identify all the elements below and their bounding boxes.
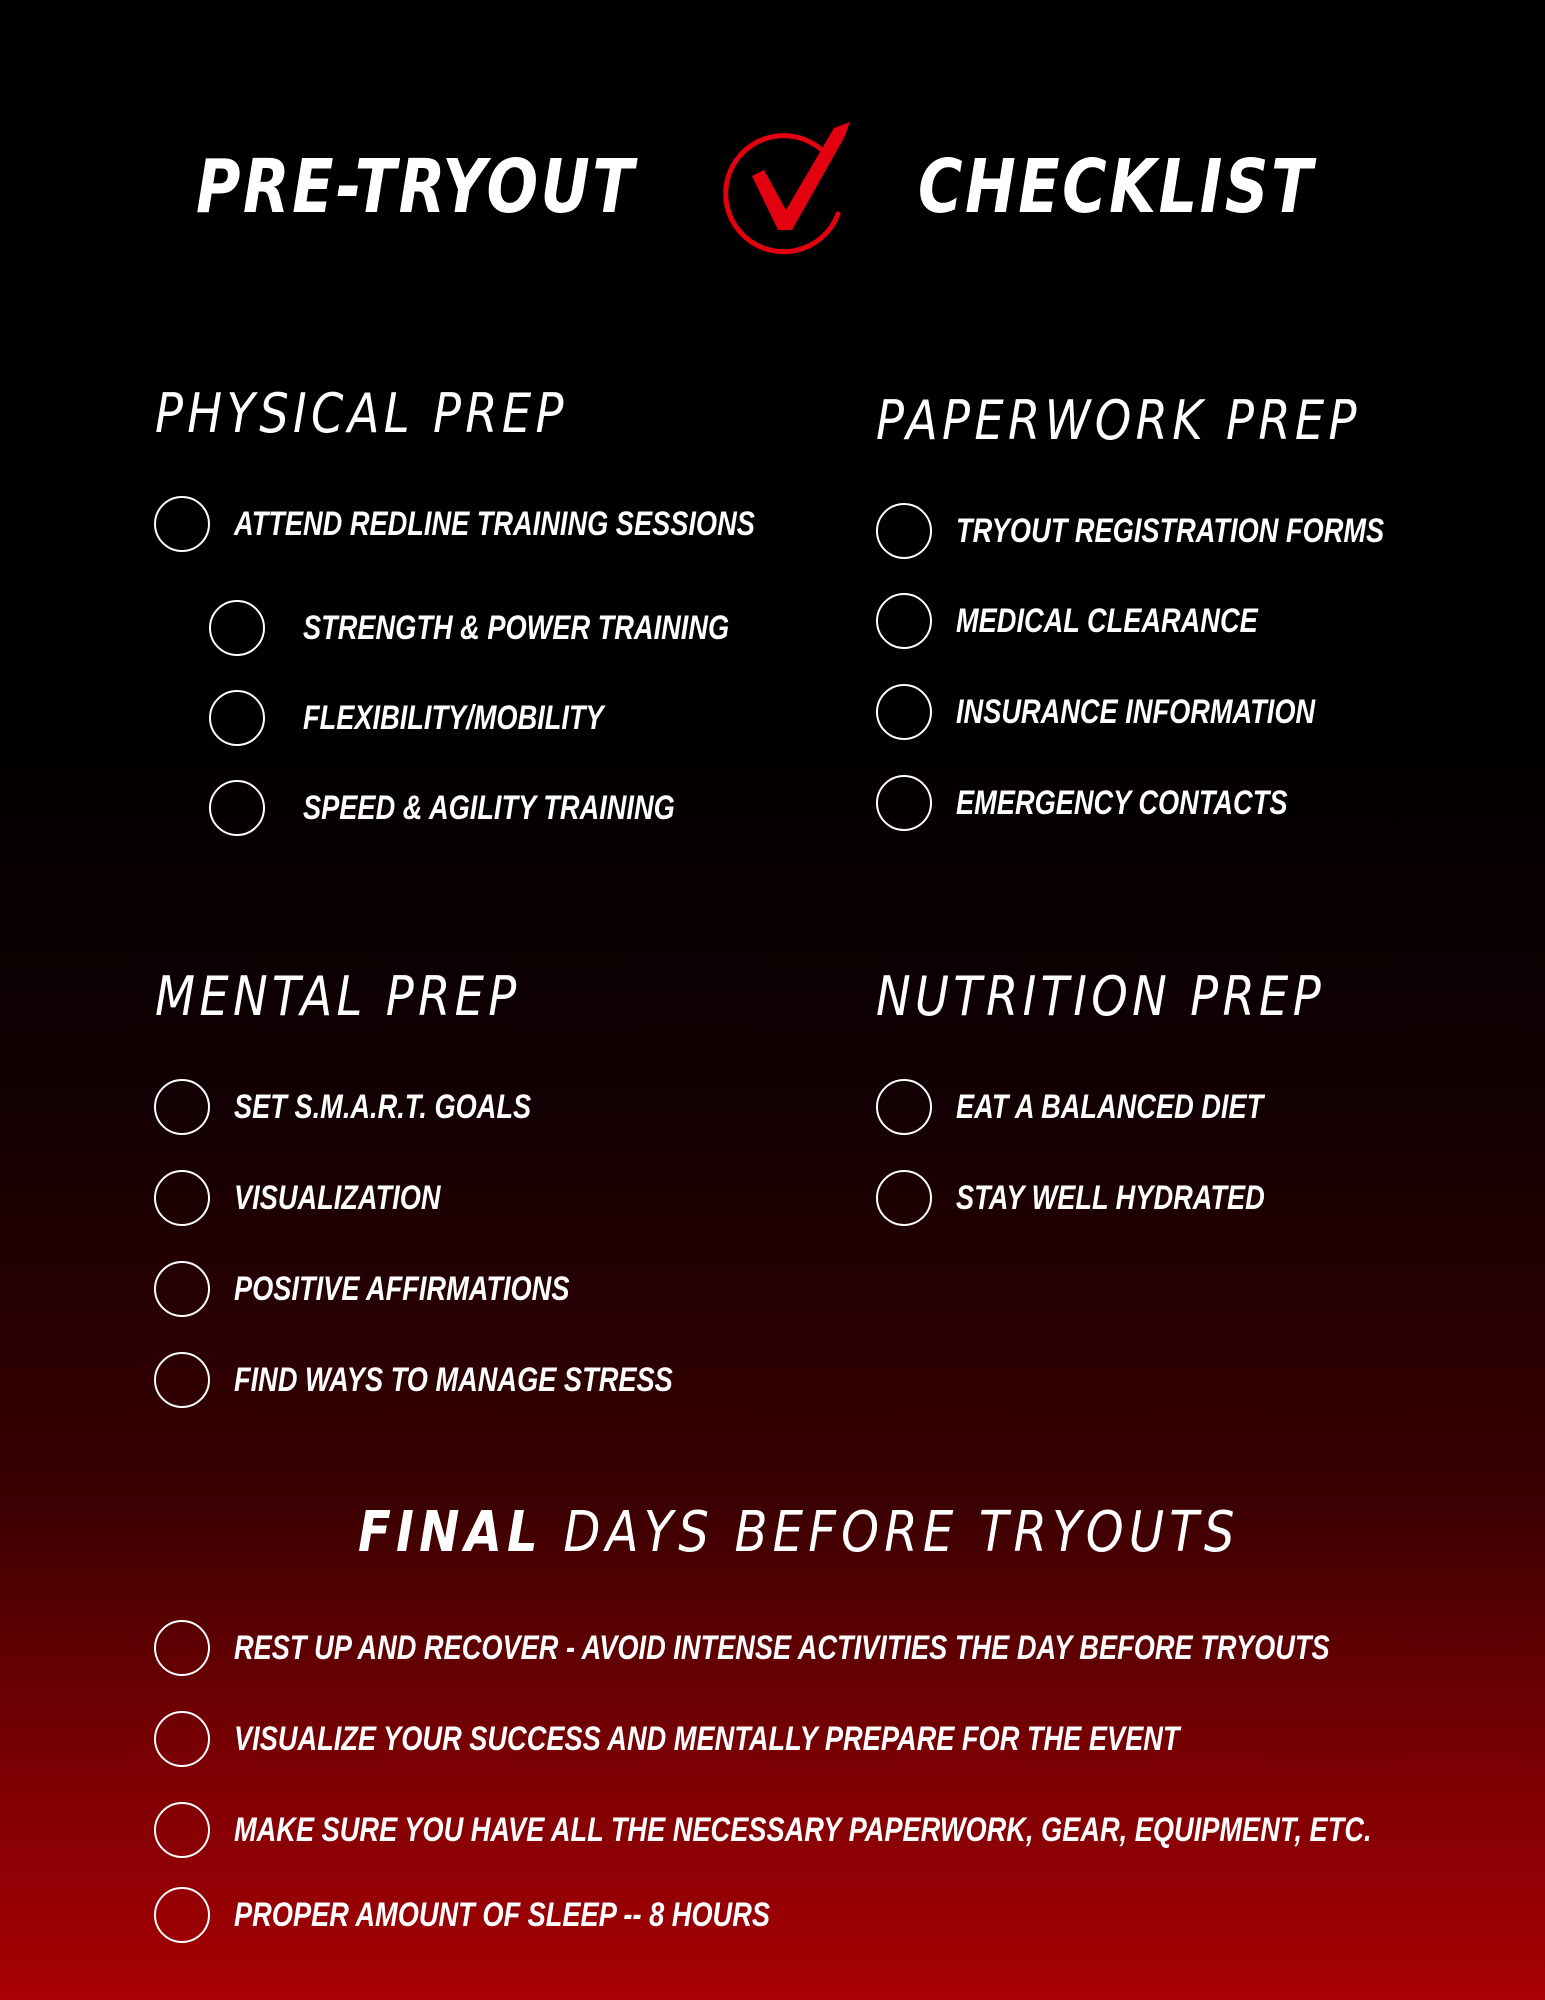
title-checklist: CHECKLIST (918, 144, 1315, 230)
checkbox[interactable] (154, 1887, 210, 1943)
checklist-item-label: INSURANCE INFORMATION (956, 693, 1316, 731)
checklist-item-label: EMERGENCY CONTACTS (956, 784, 1288, 822)
checkbox[interactable] (876, 1170, 932, 1226)
check-circle-icon (712, 118, 862, 256)
checkbox[interactable] (154, 1620, 210, 1676)
checklist-item-label: SPEED & AGILITY TRAINING (303, 789, 675, 827)
final-heading-bold: FINAL (358, 1500, 543, 1565)
checklist-item-label: TRYOUT REGISTRATION FORMS (956, 512, 1385, 550)
checkbox[interactable] (876, 503, 932, 559)
checklist-item-label: EAT A BALANCED DIET (956, 1088, 1264, 1126)
checkbox[interactable] (154, 496, 210, 552)
paperwork-prep-heading: PAPERWORK PREP (876, 389, 1361, 452)
checklist-item-label: POSITIVE AFFIRMATIONS (234, 1270, 570, 1308)
checklist-item-label: FIND WAYS TO MANAGE STRESS (234, 1361, 673, 1399)
checkbox[interactable] (209, 690, 265, 746)
title-pre-tryout: PRE-TRYOUT (196, 144, 637, 230)
checkbox[interactable] (876, 775, 932, 831)
checkbox[interactable] (209, 600, 265, 656)
checkbox[interactable] (876, 684, 932, 740)
checkbox[interactable] (154, 1802, 210, 1858)
mental-prep-heading: MENTAL PREP (155, 965, 521, 1028)
checkbox[interactable] (154, 1711, 210, 1767)
nutrition-prep-heading: NUTRITION PREP (876, 965, 1326, 1028)
checkbox[interactable] (154, 1079, 210, 1135)
final-heading-rest: DAYS BEFORE TRYOUTS (542, 1500, 1240, 1565)
checklist-item-label: FLEXIBILITY/MOBILITY (303, 699, 604, 737)
checklist-item-label: REST UP AND RECOVER - AVOID INTENSE ACTIVITIES THE DAY BEFORE TRYOUTS (234, 1629, 1330, 1667)
checkbox[interactable] (154, 1170, 210, 1226)
checklist-item-label: MAKE SURE YOU HAVE ALL THE NECESSARY PAPERWORK, GEAR, EQUIPMENT, ETC. (234, 1811, 1372, 1849)
final-days-heading (358, 1500, 1240, 1565)
checkbox[interactable] (876, 593, 932, 649)
checklist-item-label: MEDICAL CLEARANCE (956, 602, 1258, 640)
checklist-item-label: ATTEND REDLINE TRAINING SESSIONS (234, 505, 755, 543)
checklist-item-label: PROPER AMOUNT OF SLEEP -- 8 HOURS (234, 1896, 770, 1934)
physical-prep-heading: PHYSICAL PREP (155, 382, 568, 445)
checkbox[interactable] (154, 1352, 210, 1408)
checklist-item-label: VISUALIZE YOUR SUCCESS AND MENTALLY PREPARE FOR THE EVENT (234, 1720, 1180, 1758)
checklist-item-label: STAY WELL HYDRATED (956, 1179, 1265, 1217)
checkbox[interactable] (154, 1261, 210, 1317)
checkbox[interactable] (209, 780, 265, 836)
checklist-item-label: SET S.M.A.R.T. GOALS (234, 1088, 532, 1126)
checkbox[interactable] (876, 1079, 932, 1135)
checklist-item-label: VISUALIZATION (234, 1179, 441, 1217)
checklist-item-label: STRENGTH & POWER TRAINING (303, 609, 730, 647)
